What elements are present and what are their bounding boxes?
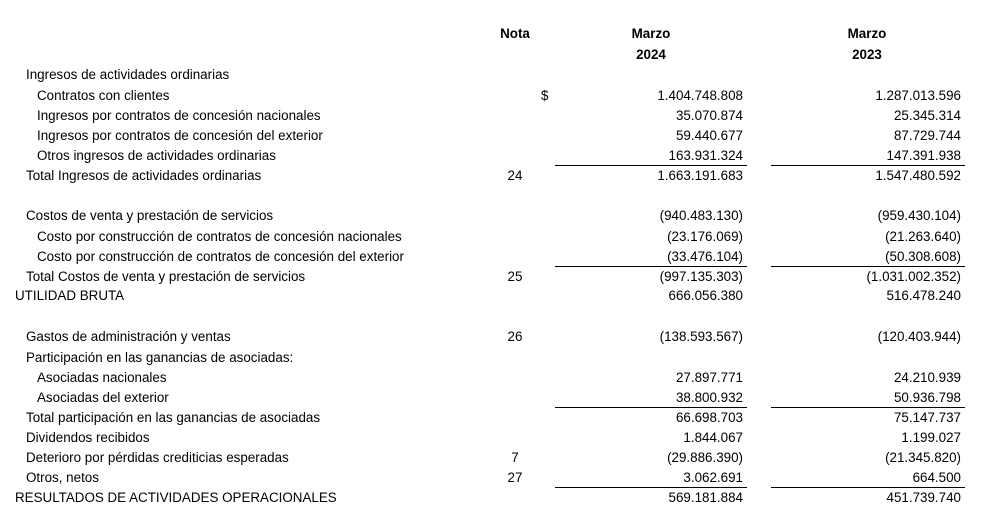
- row-label: Gastos de administración y ventas: [26, 329, 231, 344]
- value-2023: (21.263.640): [885, 229, 961, 244]
- row-label: Costo por construcción de contratos de concesión del exterior: [37, 249, 404, 264]
- value-2024: 38.800.932: [675, 390, 743, 405]
- table-row: [0, 368, 983, 388]
- table-row: [0, 327, 983, 347]
- value-2024: 3.062.691: [683, 470, 743, 485]
- row-label: Asociadas del exterior: [37, 390, 169, 405]
- row-label: Total participación en las ganancias de asociadas: [26, 410, 321, 425]
- row-label: Total Ingresos de actividades ordinarias: [26, 168, 262, 183]
- value-2023: (21.345.820): [885, 450, 961, 465]
- table-row: [0, 126, 983, 146]
- value-2024: 569.181.884: [668, 490, 743, 505]
- row-label: Dividendos recibidos: [26, 430, 150, 445]
- value-2023: 25.345.314: [893, 108, 961, 123]
- value-2024: 666.056.380: [668, 288, 743, 303]
- row-label: Ingresos por contratos de concesión nacionales: [37, 108, 321, 123]
- value-2023: 1.199.027: [901, 430, 961, 445]
- value-2023: (50.308.608): [885, 249, 961, 264]
- value-2023: 1.547.480.592: [875, 168, 961, 183]
- row-label: Deterioro por pérdidas crediticias esperadas: [26, 450, 289, 465]
- table-row: [0, 86, 983, 106]
- value-2024: 1.663.191.683: [657, 168, 743, 183]
- table-row: [0, 448, 983, 468]
- nota-ref: 27: [507, 470, 523, 485]
- table-row: [0, 106, 983, 126]
- value-2023: (120.403.944): [877, 329, 961, 344]
- table-row: [0, 267, 983, 287]
- table-row: [0, 65, 983, 85]
- row-label: Otros ingresos de actividades ordinarias: [37, 148, 276, 163]
- nota-ref: 7: [511, 450, 519, 465]
- value-2024: 1.844.067: [683, 430, 743, 445]
- row-label: UTILIDAD BRUTA: [15, 288, 125, 303]
- row-label: Total Costos de venta y prestación de servicios: [26, 269, 306, 284]
- table-row: [0, 488, 983, 508]
- value-2023: 24.210.939: [893, 370, 961, 385]
- value-2023: (1.031.002.352): [866, 269, 961, 284]
- table-row: [0, 166, 983, 186]
- value-2024: 1.404.748.808: [657, 88, 743, 103]
- table-row: [0, 468, 983, 488]
- col-2024-month-header: Marzo: [631, 26, 671, 41]
- value-2023: 75.147.737: [893, 410, 961, 425]
- table-row: [0, 428, 983, 448]
- table-row: [0, 348, 983, 368]
- row-label: Ingresos de actividades ordinarias: [26, 67, 230, 82]
- value-2024: 66.698.703: [675, 410, 743, 425]
- table-row: [0, 146, 983, 166]
- value-2023: 87.729.744: [893, 128, 961, 143]
- value-2024: 27.897.771: [675, 370, 743, 385]
- col-2023-year-header: 2023: [852, 47, 882, 62]
- value-2023: 147.391.938: [886, 148, 961, 163]
- table-row: [0, 286, 983, 306]
- table-row: [0, 247, 983, 267]
- row-label: RESULTADOS DE ACTIVIDADES OPERACIONALES: [15, 490, 337, 505]
- row-label: Costos de venta y prestación de servicios: [26, 208, 274, 223]
- value-2024: (138.593.567): [659, 329, 743, 344]
- value-2023: 451.739.740: [886, 490, 961, 505]
- value-2024: (940.483.130): [659, 208, 743, 223]
- nota-ref: 25: [507, 269, 523, 284]
- nota-ref: 24: [507, 168, 523, 183]
- table-row: [0, 227, 983, 247]
- nota-header: Nota: [500, 26, 530, 41]
- table-row: [0, 206, 983, 226]
- table-row: [0, 408, 983, 428]
- value-2023: 1.287.013.596: [875, 88, 961, 103]
- table-row: [0, 388, 983, 408]
- value-2024: (29.886.390): [667, 450, 743, 465]
- nota-ref: 26: [507, 329, 523, 344]
- value-2023: 664.500: [912, 470, 961, 485]
- value-2023: (959.430.104): [877, 208, 961, 223]
- row-label: Ingresos por contratos de concesión del exterior: [37, 128, 323, 143]
- value-2023: 50.936.798: [893, 390, 961, 405]
- row-label: Otros, netos: [26, 470, 99, 485]
- value-2024: 163.931.324: [668, 148, 743, 163]
- value-2024: (33.476.104): [667, 249, 743, 264]
- row-label: Contratos con clientes: [37, 88, 170, 103]
- col-2024-year-header: 2024: [636, 47, 666, 62]
- currency-symbol: $: [541, 88, 549, 103]
- value-2023: 516.478.240: [886, 288, 961, 303]
- col-2023-month-header: Marzo: [847, 26, 887, 41]
- value-2024: 35.070.874: [675, 108, 743, 123]
- row-label: Participación en las ganancias de asociadas:: [26, 350, 294, 365]
- value-2024: (997.135.303): [659, 269, 743, 284]
- row-label: Asociadas nacionales: [37, 370, 167, 385]
- value-2024: (23.176.069): [667, 229, 743, 244]
- value-2024: 59.440.677: [675, 128, 743, 143]
- row-label: Costo por construcción de contratos de concesión nacionales: [37, 229, 402, 244]
